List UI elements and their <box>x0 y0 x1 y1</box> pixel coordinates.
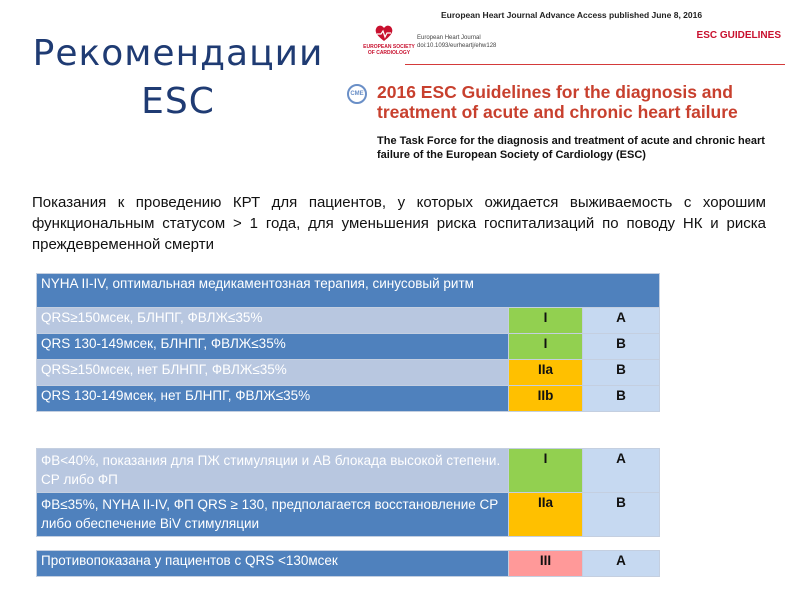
journal-info <box>417 34 496 50</box>
level-cell: B <box>583 334 660 360</box>
class-cell: IIa <box>509 360 583 386</box>
class-cell: IIa <box>509 493 583 537</box>
level-cell: A <box>583 449 660 493</box>
journal-publication-line: European Heart Journal Advance Access published June 8, 2016 <box>441 10 703 20</box>
recommendation-table-af <box>36 448 660 537</box>
criteria-cell: Противопоказана у пациентов с QRS <130мсек <box>37 551 509 577</box>
esc-guidelines-label: ESC GUIDELINES <box>696 30 781 41</box>
recommendation-table-sinus <box>36 273 660 412</box>
criteria-cell: QRS≥150мсек, нет БЛНПГ, ФВЛЖ≤35% <box>37 360 509 386</box>
journal-name: European Heart Journal <box>417 35 481 41</box>
class-cell: I <box>509 334 583 360</box>
table-row <box>37 308 660 334</box>
cme-badge-icon: CME <box>347 84 367 104</box>
society-name: EUROPEAN SOCIETY OF CARDIOLOGY <box>363 44 415 56</box>
class-cell: I <box>509 308 583 334</box>
table-header: NYHA II-IV, оптимальная медикаментозная терапия, синусовый ритм <box>37 274 660 308</box>
header-divider <box>405 64 785 65</box>
task-force-text: The Task Force for the diagnosis and treatment of acute and chronic heart failure of the European Society of Cardiology (ESC) <box>377 135 765 161</box>
guideline-header-image <box>345 0 785 170</box>
table-row <box>37 449 660 493</box>
table-row <box>37 551 660 577</box>
table-row <box>37 334 660 360</box>
criteria-cell: QRS 130-149мсек, нет БЛНПГ, ФВЛЖ≤35% <box>37 386 509 412</box>
level-cell: A <box>583 308 660 334</box>
esc-heart-logo-icon <box>373 22 395 44</box>
level-cell: B <box>583 386 660 412</box>
class-cell: III <box>509 551 583 577</box>
slide-title: Рекомендации ESC <box>32 33 324 122</box>
criteria-cell: ФВ<40%, показания для ПЖ стимуляции и АВ блокада высокой степени. СР либо ФП <box>37 449 509 493</box>
level-cell: A <box>583 551 660 577</box>
table-header-row <box>37 274 660 308</box>
journal-doi: doi:10.1093/eurheartj/ehw128 <box>417 43 497 49</box>
table-row <box>37 360 660 386</box>
level-cell: B <box>583 360 660 386</box>
criteria-cell: QRS≥150мсек, БЛНПГ, ФВЛЖ≤35% <box>37 308 509 334</box>
level-cell: B <box>583 493 660 537</box>
class-cell: I <box>509 449 583 493</box>
recommendation-table-contraindication <box>36 550 660 577</box>
class-cell: IIb <box>509 386 583 412</box>
table-row <box>37 386 660 412</box>
guideline-title: 2016 ESC Guidelines for the diagnosis and treatment of acute and chronic heart failure <box>377 82 738 122</box>
criteria-cell: ФВ≤35%, NYHA II-IV, ФП QRS ≥ 130, предполагается восстановление СР либо обеспечение BiV стимуляции <box>37 493 509 537</box>
intro-paragraph: Показания к проведению КРТ для пациентов, у которых ожидается выживаемость с хорошим функциональным статусом > 1 года, для уменьшения риска госпитализаций по поводу НК и риска преждевременной смерти <box>32 194 766 253</box>
criteria-cell: QRS 130-149мсек, БЛНПГ, ФВЛЖ≤35% <box>37 334 509 360</box>
table-row <box>37 493 660 537</box>
